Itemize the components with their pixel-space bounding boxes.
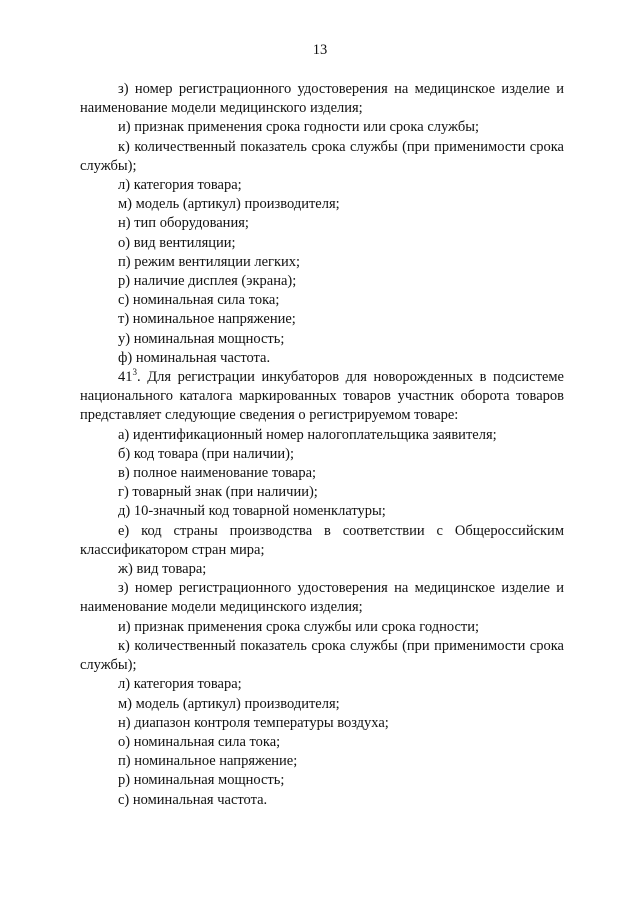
- item-m: м) модель (артикул) производителя;: [118, 695, 340, 712]
- item-zh: ж) вид товара;: [118, 561, 207, 578]
- paragraph-u: у) номинальная мощность;: [118, 330, 285, 347]
- paragraph-l: л) категория товара;: [118, 177, 242, 194]
- paragraph-o: о) вид вентиляции;: [118, 234, 236, 251]
- item-v: в) полное наименование товара;: [118, 465, 317, 482]
- item-r: р) номинальная мощность;: [118, 772, 285, 789]
- document-body: [80, 80, 564, 810]
- paragraph-p: п) режим вентиляции легких;: [118, 253, 301, 270]
- item-s: с) номинальная частота.: [118, 791, 268, 808]
- paragraph-t: т) номинальное напряжение;: [118, 311, 296, 328]
- paragraph-i: и) признак применения срока годности или срока службы;: [118, 119, 480, 136]
- item-i: и) признак применения срока службы или срока годности;: [118, 618, 480, 635]
- paragraph-m: м) модель (артикул) производителя;: [118, 196, 340, 213]
- item-b: б) код товара (при наличии);: [118, 445, 294, 462]
- paragraph-k: к) количественный показатель срока службы (при применимости срока службы);: [80, 138, 564, 174]
- item-e: е) код страны производства в соответствии с Общероссийским классификатором стран мира;: [80, 522, 564, 558]
- paragraph-f: ф) номинальная частота.: [118, 349, 271, 366]
- paragraph-s: с) номинальная сила тока;: [118, 292, 280, 309]
- item-g: г) товарный знак (при наличии);: [118, 484, 318, 501]
- item-a: а) идентификационный номер налогоплательщика заявителя;: [118, 426, 497, 443]
- item-o: о) номинальная сила тока;: [118, 733, 281, 750]
- section-superscript: 3: [132, 367, 137, 378]
- item-d: д) 10-значный код товарной номенклатуры;: [118, 503, 386, 520]
- paragraph-n: н) тип оборудования;: [118, 215, 249, 232]
- section-text: . Для регистрации инкубаторов для новорожденных в подсистеме национального каталога маркированных товаров участник оборота товаров представляет следующие сведения о регистрируемом товаре:: [80, 369, 564, 424]
- section-number: 41: [118, 369, 133, 386]
- section-41-3: [80, 368, 564, 426]
- paragraph-z: з) номер регистрационного удостоверения на медицинское изделие и наименование модели медицинского изделия;: [80, 81, 564, 117]
- paragraph-r: р) наличие дисплея (экрана);: [118, 273, 297, 290]
- page-number: 13: [312, 42, 328, 58]
- item-p: п) номинальное напряжение;: [118, 753, 298, 770]
- item-k: к) количественный показатель срока службы (при применимости срока службы);: [80, 637, 564, 674]
- item-n: н) диапазон контроля температуры воздуха;: [118, 714, 389, 731]
- item-z: з) номер регистрационного удостоверения на медицинское изделие и наименование модели медицинского изделия;: [80, 580, 564, 616]
- item-l: л) категория товара;: [118, 676, 242, 693]
